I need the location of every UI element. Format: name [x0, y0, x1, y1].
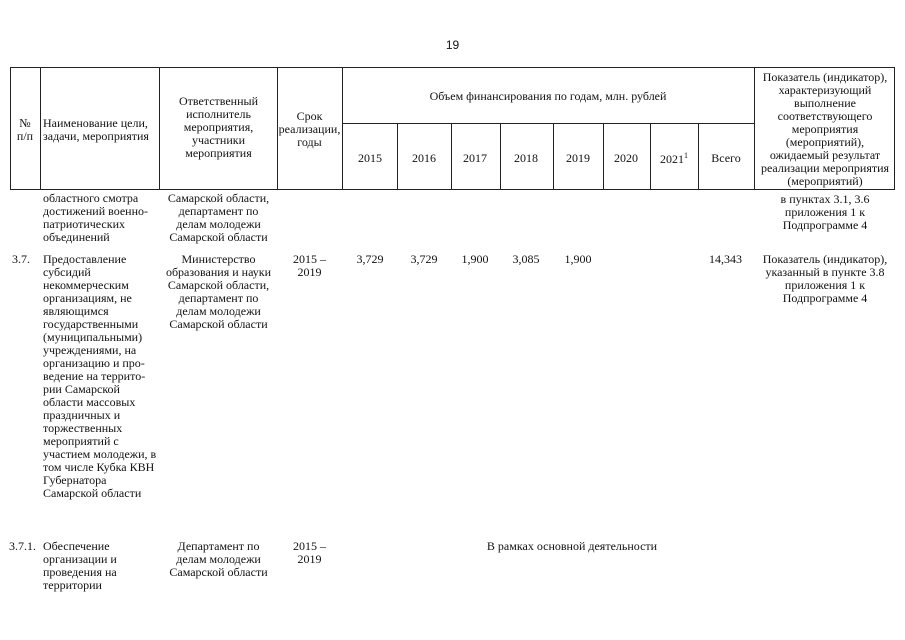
header-total: Всего	[711, 151, 741, 165]
header-year-2017: 2017	[463, 151, 487, 165]
value-2017: 1,900	[461, 252, 489, 266]
header-year-2020: 2020	[614, 151, 638, 165]
footnote-mark: 1	[684, 151, 688, 160]
value-2015: 3,729	[356, 252, 384, 266]
value-2016: 3,729	[410, 252, 438, 266]
continuation-indicator: в пунктах 3.1, 3.6 приложения 1 к Подпрограмме 4	[780, 192, 870, 232]
header-year-2019: 2019	[566, 151, 590, 165]
header-funding: Объем финансирования по годам, млн. рублей	[429, 89, 667, 103]
page-number: 19	[445, 38, 460, 52]
row-name: Предоставление субсидий некоммерческим организациям, не являющимся государственными (муниципальными) учреждениями, на организацию и про- ведение на террито- рии Самарской области массовых праздничных и торжественных мероприятий с участием молодежи, в том числе Кубка КВН Губернатора Самарской области	[43, 252, 157, 500]
row-term: 2015 – 2019	[293, 539, 326, 566]
row-executor: Министерство образования и науки Самарской области, департамент по делам молодежи Самарской области	[165, 252, 272, 331]
row-indicator: Показатель (индикатор), указанный в пункте 3.8 приложения 1 к Подпрограмме 4	[762, 252, 888, 305]
row-executor: Департамент по делам молодежи Самарской области	[169, 539, 268, 579]
header-indicator: Показатель (индикатор), характеризующий выполнение соответствующего мероприятия (мероприятий), ожидаемый результат реализации мероприятия (мероприятий)	[760, 70, 890, 188]
continuation-name: областного смотра достижений военно- патриотических объединений	[43, 191, 149, 244]
row-number: 3.7.1.	[9, 539, 36, 553]
row-term: 2015 – 2019	[293, 252, 326, 279]
header-year-2021: 2021$^1$	[660, 151, 688, 166]
value-2018: 3,085	[512, 252, 540, 266]
continuation-executor: Самарской области, департамент по делам молодежи Самарской области	[167, 191, 270, 244]
value-2019: 1,900	[564, 252, 592, 266]
header-year-2015: 2015	[358, 151, 382, 165]
header-number: № п/п	[16, 116, 34, 143]
header-executor: Ответственный исполнитель мероприятия, участники мероприятия	[178, 94, 259, 160]
row-note: В рамках основной деятельности	[486, 539, 658, 553]
header-year-2016: 2016	[412, 151, 436, 165]
row-number: 3.7.	[12, 252, 30, 266]
header-year-2018: 2018	[514, 151, 538, 165]
header-term: Срок реализации, годы	[278, 109, 341, 149]
row-name: Обеспечение организации и проведения на территории	[43, 539, 117, 592]
value-total: 14,343	[709, 252, 742, 266]
header-name: Наименование цели, задачи, мероприятия	[43, 116, 149, 143]
